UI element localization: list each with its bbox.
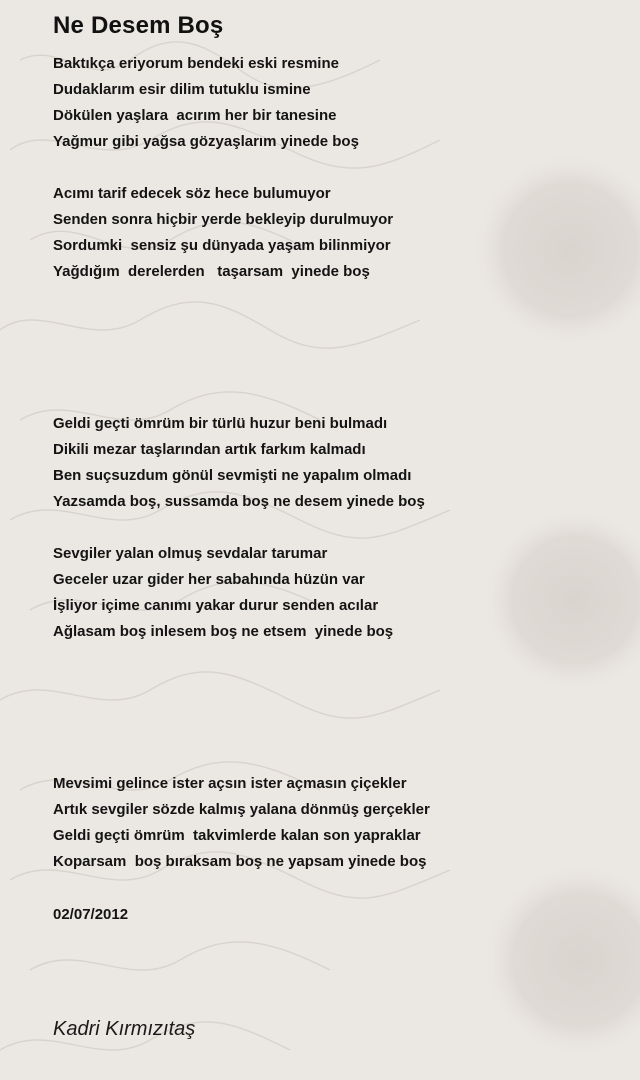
poem-author: Kadri Kırmızıtaş bbox=[53, 1018, 196, 1040]
stanza-4 bbox=[53, 541, 393, 645]
poem-line: Ağlasam boş inlesem boş ne etsem yinede boş bbox=[53, 623, 394, 640]
stanza-1 bbox=[53, 51, 359, 155]
poem-line: Artık sevgiler sözde kalmış yalana dönmüş gerçekler bbox=[53, 801, 430, 818]
poem-line: Senden sonra hiçbir yerde bekleyip durulmuyor bbox=[53, 211, 394, 228]
poem-line: Mevsimi gelince ister açsın ister açmasın çiçekler bbox=[53, 775, 407, 792]
stanza-2 bbox=[53, 181, 393, 285]
poem-line: Dikili mezar taşlarından artık farkım kalmadı bbox=[53, 441, 366, 458]
poem-line: Ben suçsuzdum gönül sevmişti ne yapalım olmadı bbox=[53, 467, 412, 484]
poem-line: Geceler uzar gider her sabahında hüzün var bbox=[53, 571, 365, 588]
poem-line: İşliyor içime canımı yakar durur senden acılar bbox=[53, 597, 379, 614]
stanza-3 bbox=[53, 411, 425, 515]
poem-line: Yağdığım derelerden taşarsam yinede boş bbox=[53, 263, 370, 280]
poem-line: Acımı tarif edecek söz hece bulumuyor bbox=[53, 185, 331, 202]
poem-line: Koparsam boş bıraksam boş ne yapsam yinede boş bbox=[53, 853, 427, 870]
poem-line: Dökülen yaşlara acırım her bir tanesine bbox=[53, 107, 337, 124]
poem-date: 02/07/2012 bbox=[53, 906, 129, 923]
poem-line: Geldi geçti ömrüm takvimlerde kalan son yapraklar bbox=[53, 827, 421, 844]
poem-line: Baktıkça eriyorum bendeki eski resmine bbox=[53, 55, 339, 72]
poem-line: Sevgiler yalan olmuş sevdalar tarumar bbox=[53, 545, 328, 562]
poem-line: Dudaklarım esir dilim tutuklu ismine bbox=[53, 81, 311, 98]
poem-title: Ne Desem Boş bbox=[53, 12, 224, 39]
poem-line: Yazsamda boş, sussamda boş ne desem yinede boş bbox=[53, 493, 425, 510]
poem-line: Sordumki sensiz şu dünyada yaşam bilinmiyor bbox=[53, 237, 391, 254]
poem-line: Geldi geçti ömrüm bir türlü huzur beni bulmadı bbox=[53, 415, 388, 432]
stanza-5 bbox=[53, 771, 430, 875]
poem-line: Yağmur gibi yağsa gözyaşlarım yinede boş bbox=[53, 133, 359, 150]
